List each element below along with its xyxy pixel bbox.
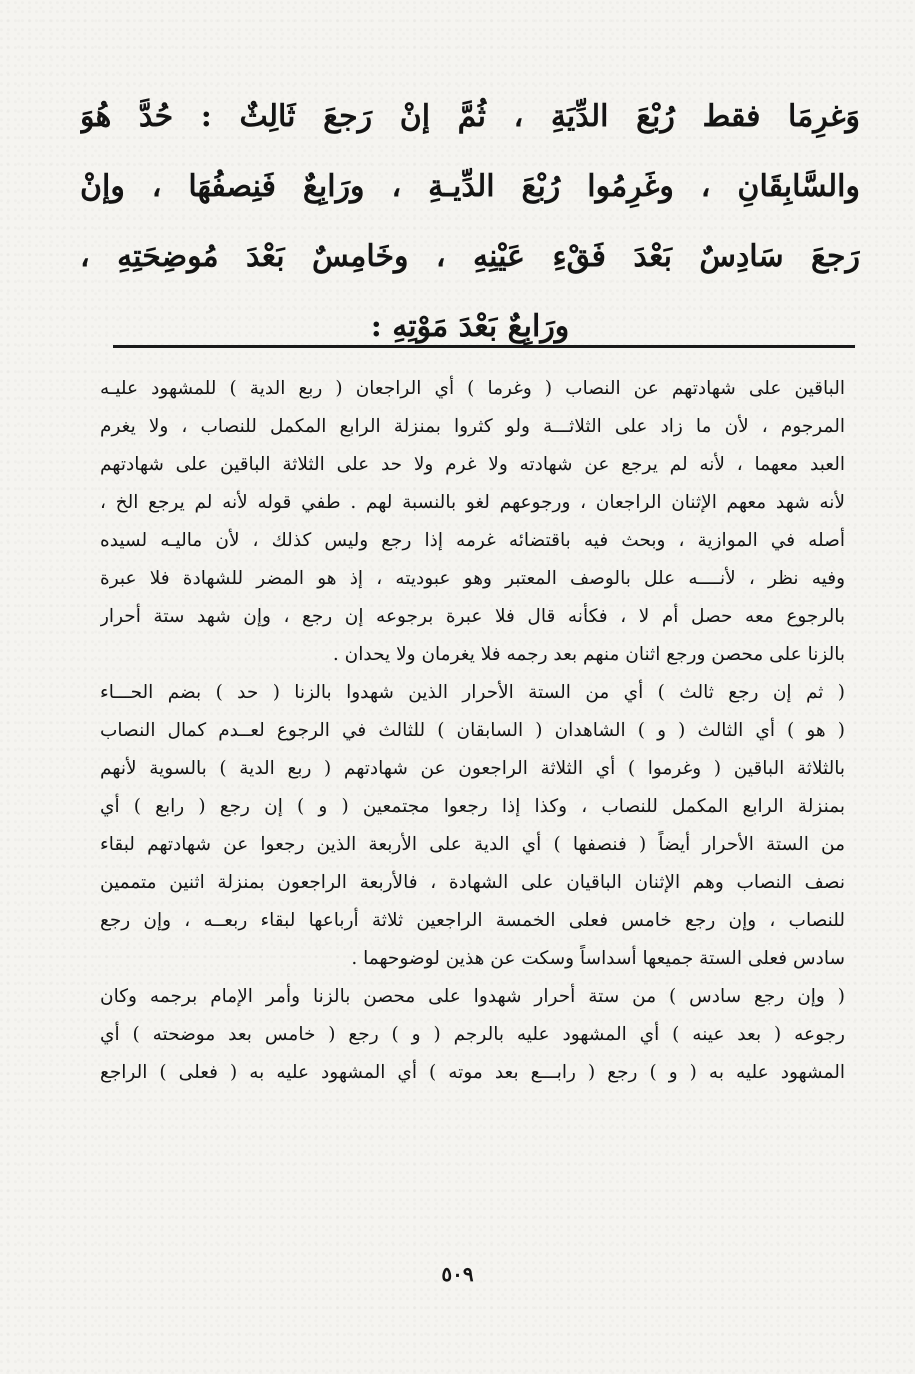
commentary-line: سادس فعلى الستة جميعها أسداساً وسكت عن هذين لوضوحهما . <box>351 948 845 969</box>
separator-rule <box>113 345 855 348</box>
commentary-line: لأنه شهد معهم الإثنان الراجعان ، ورجوعهم لغو بالنسبة لهم . طفي قوله لأنه لم يرجع الخ ، <box>100 492 845 513</box>
commentary-line: للنصاب ، وإن رجع خامس فعلى الخمسة الراجعين ثلاثة أرباعها لبقاء ربعــه ، وإن رجع <box>100 910 845 931</box>
commentary-line: رجوعه ( بعد عينه ) أي المشهود عليه بالرجم ( و ) رجع ( خامس بعد موضحته ) أي <box>100 1024 845 1045</box>
commentary-line: بالزنا على محصن ورجع اثنان منهم بعد رجمه فلا يغرمان ولا يحدان . <box>332 644 845 665</box>
commentary-line: الباقين على شهادتهم عن النصاب ( وغرما ) أي الراجعان ( ربع الدية ) للمشهود عليـه <box>100 378 845 399</box>
commentary-line: ( وإن رجع سادس ) من ستة أحرار شهدوا على محصن بالزنا وأمر الإمام برجمه وكان <box>100 986 845 1007</box>
commentary-line: وفيه نظر ، لأنــــه علل بالوصف المعتبر وهو عبوديته ، إذ هو المضر للشهادة فلا عبرة <box>100 568 845 589</box>
commentary-line: بالرجوع معه حصل أم لا ، فكأنه قال فلا عبرة برجوعه إن رجع ، وإن شهد ستة أحرار <box>100 606 845 627</box>
commentary-line: من الستة الأحرار أيضاً ( فنصفها ) أي الدية على الأربعة الذين رجعوا عن شهادتهم لبقاء <box>100 834 845 855</box>
commentary-line: أصله في الموازية ، وبحث فيه باقتضائه غرمه إذا رجع وليس كذلك ، لأن ماليـه لسيده <box>100 530 845 551</box>
commentary-block <box>100 370 845 1092</box>
commentary-line: بمنزلة الرابع المكمل للنصاب ، وكذا إذا رجعوا مجتمعين ( و ) إن رجع ( رابع ) أي <box>100 796 845 817</box>
main-text-line: والسَّابِقَانِ ، وغَرِمُوا رُبْعَ الدِّيـةِ ، ورَابِعٌ فَنِصفُهَا ، وإنْ <box>80 169 860 204</box>
commentary-line: نصف النصاب وهم الإثنان الباقيان على الشهادة ، فالأربعة الراجعون بمنزلة اثنين متممين <box>100 872 845 893</box>
commentary-line: المشهود عليه به ( و ) رجع ( رابـــع بعد موته ) أي المشهود عليه به ( فعلى ) الراجع <box>100 1062 845 1083</box>
commentary-line: العبد معهما ، لأنه لم يرجع عن شهادته ولا غرم ولا حد على الثلاثة الباقين على شهادتهم <box>100 454 845 475</box>
page-number: ٥٠٩ <box>441 1262 474 1286</box>
commentary-line: بالثلاثة الباقين ( وغرموا ) أي الثلاثة الراجعون عن شهادتهم ( ربع الدية ) بالسوية لأنهم <box>100 758 845 779</box>
main-text-line: رَجعَ سَادِسٌ بَعْدَ فَقْءِ عَيْنِهِ ، وخَامِسٌ بَعْدَ مُوضِحَتِهِ ، <box>80 239 860 274</box>
commentary-line: ( هو ) أي الثالث ( و ) الشاهدان ( السابقان ) للثالث في الرجوع لعــدم كمال النصاب <box>100 720 845 741</box>
commentary-line: المرجوم ، لأن ما زاد على الثلاثـــة ولو كثروا بمنزلة الرابع المكمل للنصاب ، ولا يغرم <box>100 416 845 437</box>
main-text-block <box>80 82 860 362</box>
main-text-line: وَغرِمَا فقط رُبْعَ الدِّيَةِ ، ثُمَّ إنْ رَجعَ ثَالِثٌ : حُدَّ هُوَ <box>80 99 860 134</box>
commentary-line: ( ثم إن رجع ثالث ) أي من الستة الأحرار الذين شهدوا بالزنا ( حد ) بضم الحـــاء <box>100 682 845 703</box>
main-text-line: ورَابِعٌ بَعْدَ مَوْتِهِ : <box>370 309 570 344</box>
